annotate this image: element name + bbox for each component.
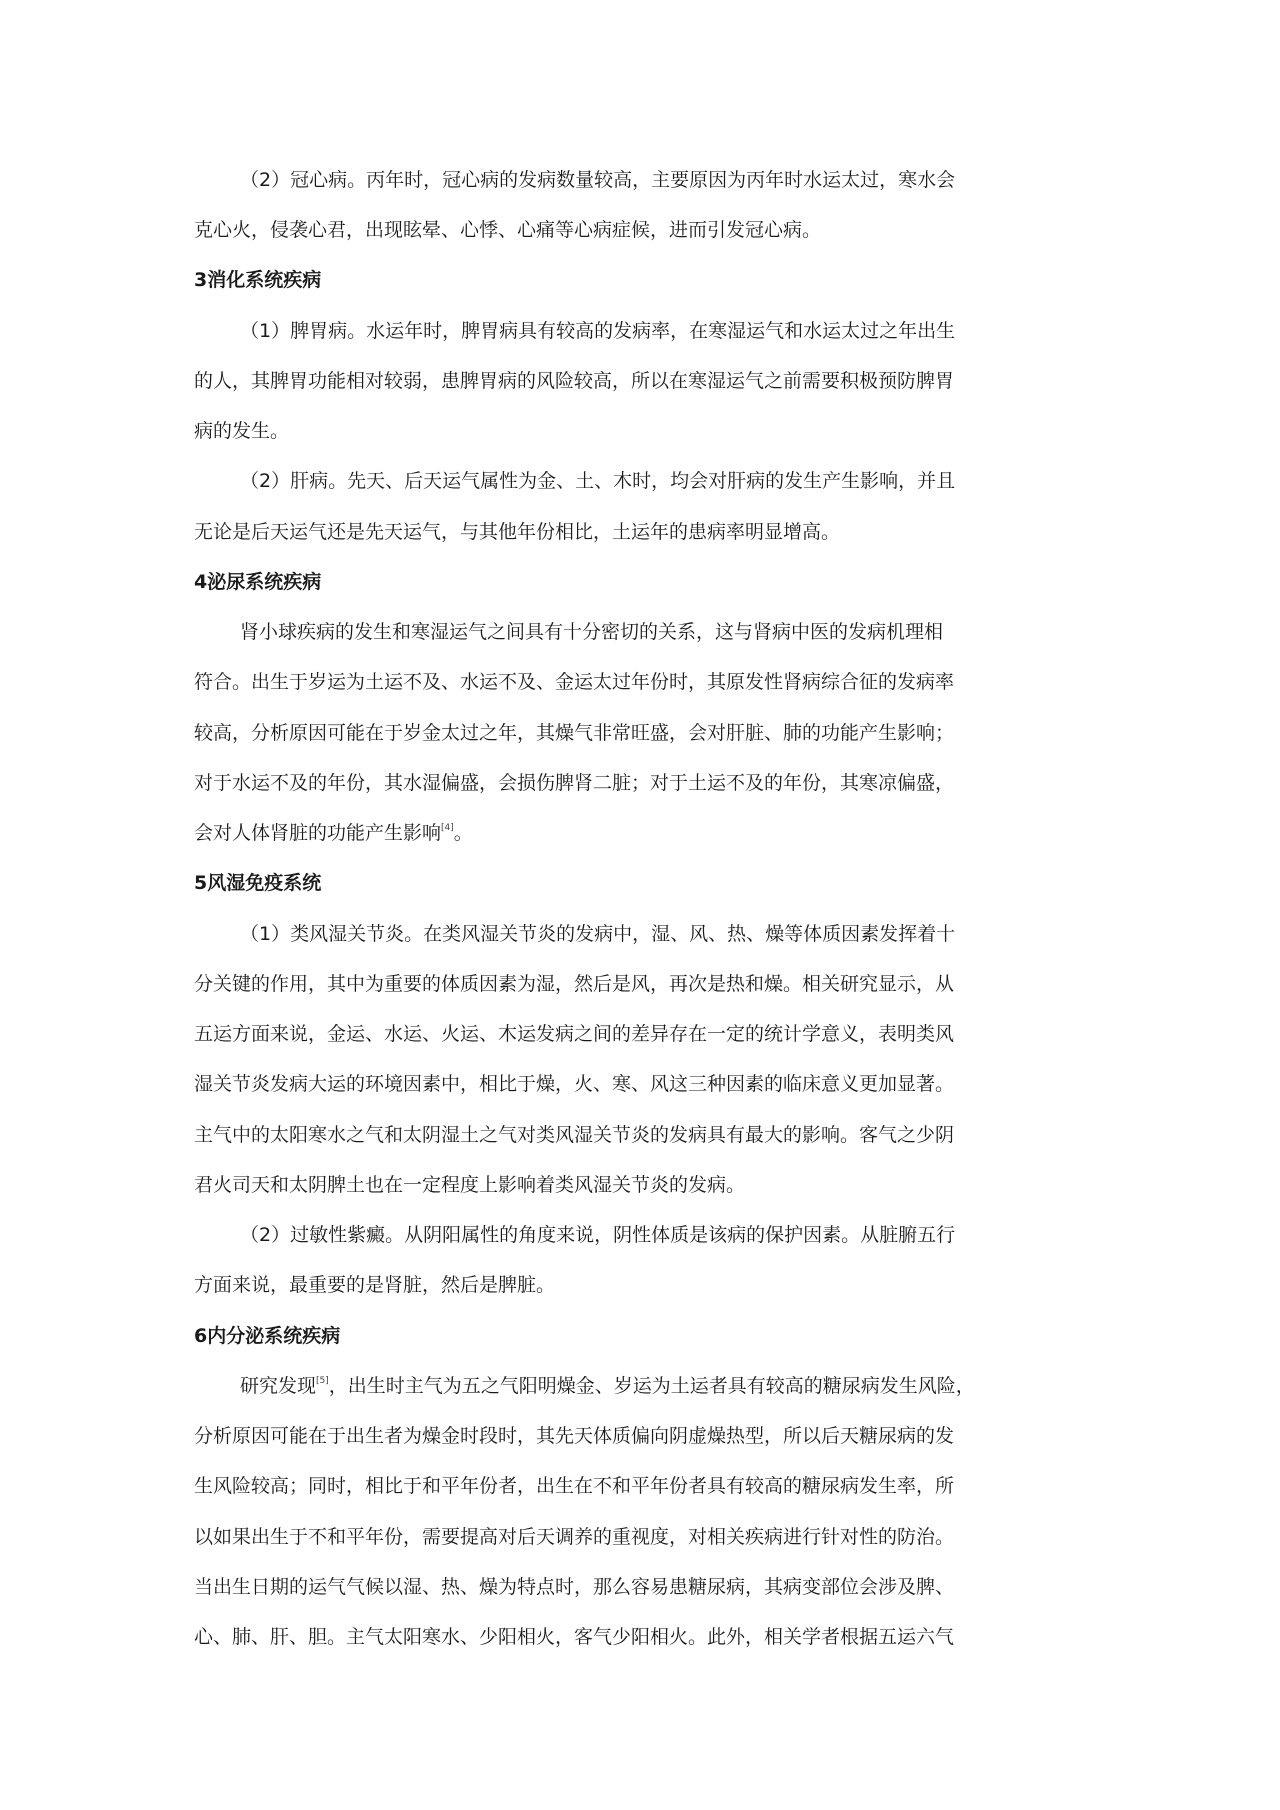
paragraph-text: 会对人体肾脏的功能产生影响: [194, 822, 442, 844]
section-heading-urinary: 4泌尿系统疾病: [194, 571, 322, 593]
paragraph-line: 较高，分析原因可能在于岁金太过之年，其燥气非常旺盛，会对肝脏、肺的功能产生影响；: [194, 722, 955, 744]
paragraph-line: 湿关节炎发病大运的环境因素中，相比于燥，火、寒、风这三种因素的临床意义更加显著。: [194, 1073, 955, 1095]
paragraph-line: 克心火，侵袭心君，出现眩晕、心悸、心痛等心病症候，进而引发冠心病。: [194, 219, 822, 241]
section-heading-digestive: 3消化系统疾病: [194, 269, 322, 291]
paragraph-text: ，出生时主气为五之气阳明燥金、岁运为土运者具有较高的糖尿病发生风险，: [328, 1375, 975, 1397]
paragraph-line: 以如果出生于不和平年份，需要提高对后天调养的重视度，对相关疾病进行针对性的防治。: [194, 1526, 955, 1548]
paragraph-line: [240, 1371, 1086, 1401]
paragraph-line: 心、肺、肝、胆。主气太阳寒水、少阳相火，客气少阳相火。此外，相关学者根据五运六气: [194, 1626, 955, 1648]
paragraph-line: 君火司天和太阴脾土也在一定程度上影响着类风湿关节炎的发病。: [194, 1174, 746, 1196]
section-heading-rheumatic: 5风湿免疫系统: [194, 872, 322, 894]
citation-ref[interactable]: [5]: [316, 1376, 329, 1386]
citation-ref[interactable]: [4]: [441, 823, 454, 833]
paragraph-line: [194, 818, 1086, 848]
paragraph-line: 主气中的太阳寒水之气和太阴湿土之气对类风湿关节炎的发病具有最大的影响。客气之少阴: [194, 1124, 955, 1146]
paragraph-text: 。: [453, 822, 473, 844]
paragraph-text: 研究发现: [240, 1375, 317, 1397]
paragraph-line: 肾小球疾病的发生和寒湿运气之间具有十分密切的关系，这与肾病中医的发病机理相: [240, 621, 944, 643]
paragraph-line: 病的发生。: [194, 420, 290, 442]
paragraph-line: 符合。出生于岁运为土运不及、水运不及、金运太过年份时，其原发性肾病综合征的发病率: [194, 671, 955, 693]
paragraph-line: （2）过敏性紫癜。从阴阳属性的角度来说，阴性体质是该病的保护因素。从脏腑五行: [240, 1224, 956, 1246]
paragraph-line: 分关键的作用，其中为重要的体质因素为湿，然后是风，再次是热和燥。相关研究显示，从: [194, 973, 955, 995]
paragraph-line: 的人，其脾胃功能相对较弱，患脾胃病的风险较高，所以在寒湿运气之前需要积极预防脾胃: [194, 370, 955, 392]
paragraph-line: 当出生日期的运气气候以湿、热、燥为特点时，那么容易患糖尿病，其病变部位会涉及脾、: [194, 1576, 955, 1598]
paragraph-line: 方面来说，最重要的是肾脏，然后是脾脏。: [194, 1274, 556, 1296]
paragraph-line: （2）冠心病。丙年时，冠心病的发病数量较高，主要原因为丙年时水运太过，寒水会: [240, 169, 956, 191]
section-heading-endocrine: 6内分泌系统疾病: [194, 1325, 341, 1347]
paragraph-line: （1）脾胃病。水运年时，脾胃病具有较高的发病率，在寒湿运气和水运太过之年出生: [240, 320, 956, 342]
paragraph-line: 无论是后天运气还是先天运气，与其他年份相比，土运年的患病率明显增高。: [194, 521, 841, 543]
paragraph-line: （1）类风湿关节炎。在类风湿关节炎的发病中，湿、风、热、燥等体质因素发挥着十: [240, 923, 956, 945]
paragraph-line: （2）肝病。先天、后天运气属性为金、土、木时，均会对肝病的发生产生影响，并且: [240, 470, 956, 492]
paragraph-line: 对于水运不及的年份，其水湿偏盛，会损伤脾肾二脏；对于土运不及的年份，其寒凉偏盛，: [194, 772, 955, 794]
paragraph-line: 生风险较高；同时，相比于和平年份者，出生在不和平年份者具有较高的糖尿病发生率，所: [194, 1475, 955, 1497]
paragraph-line: 五运方面来说，金运、水运、火运、木运发病之间的差异存在一定的统计学意义，表明类风: [194, 1023, 955, 1045]
paragraph-line: 分析原因可能在于出生者为燥金时段时，其先天体质偏向阴虚燥热型，所以后天糖尿病的发: [194, 1425, 955, 1447]
